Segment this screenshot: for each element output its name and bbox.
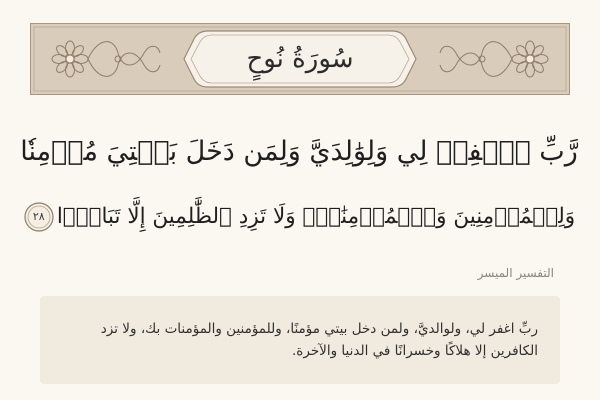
tafsir-text: ربِّ اغفر لي، ولوالديَّ، ولمن دخل بيتي مؤمنًا، وللمؤمنين والمؤمنات بك، ولا تزد الكافرين إلا هلاكًا وخسرانًا في الدنيا والآخرة. [100,321,538,359]
tafsir-box [40,296,560,384]
verse-line-1: رَّبِّ ٱغۡفِرۡ لِي وَلِوَٰلِدَيَّ وَلِمَن دَخَلَ بَيۡتِيَ مُؤۡمِنٗا [20,136,578,167]
ayah-number: ٢٨ [32,210,45,223]
ayah-number-marker [23,201,55,233]
verse-line-2 [20,195,578,239]
verse-line-2-text: وَلِلۡمُؤۡمِنِينَ وَٱلۡمُؤۡمِنَٰتِۖ وَلَا تَزِدِ ٱلظَّٰلِمِينَ إِلَّا تَبَارَۢا [56,204,576,229]
tafsir-label: التفسير الميسر [477,266,554,280]
surah-title: سُورَةُ نُوحٍ [246,44,354,74]
surah-header-banner [30,23,570,95]
